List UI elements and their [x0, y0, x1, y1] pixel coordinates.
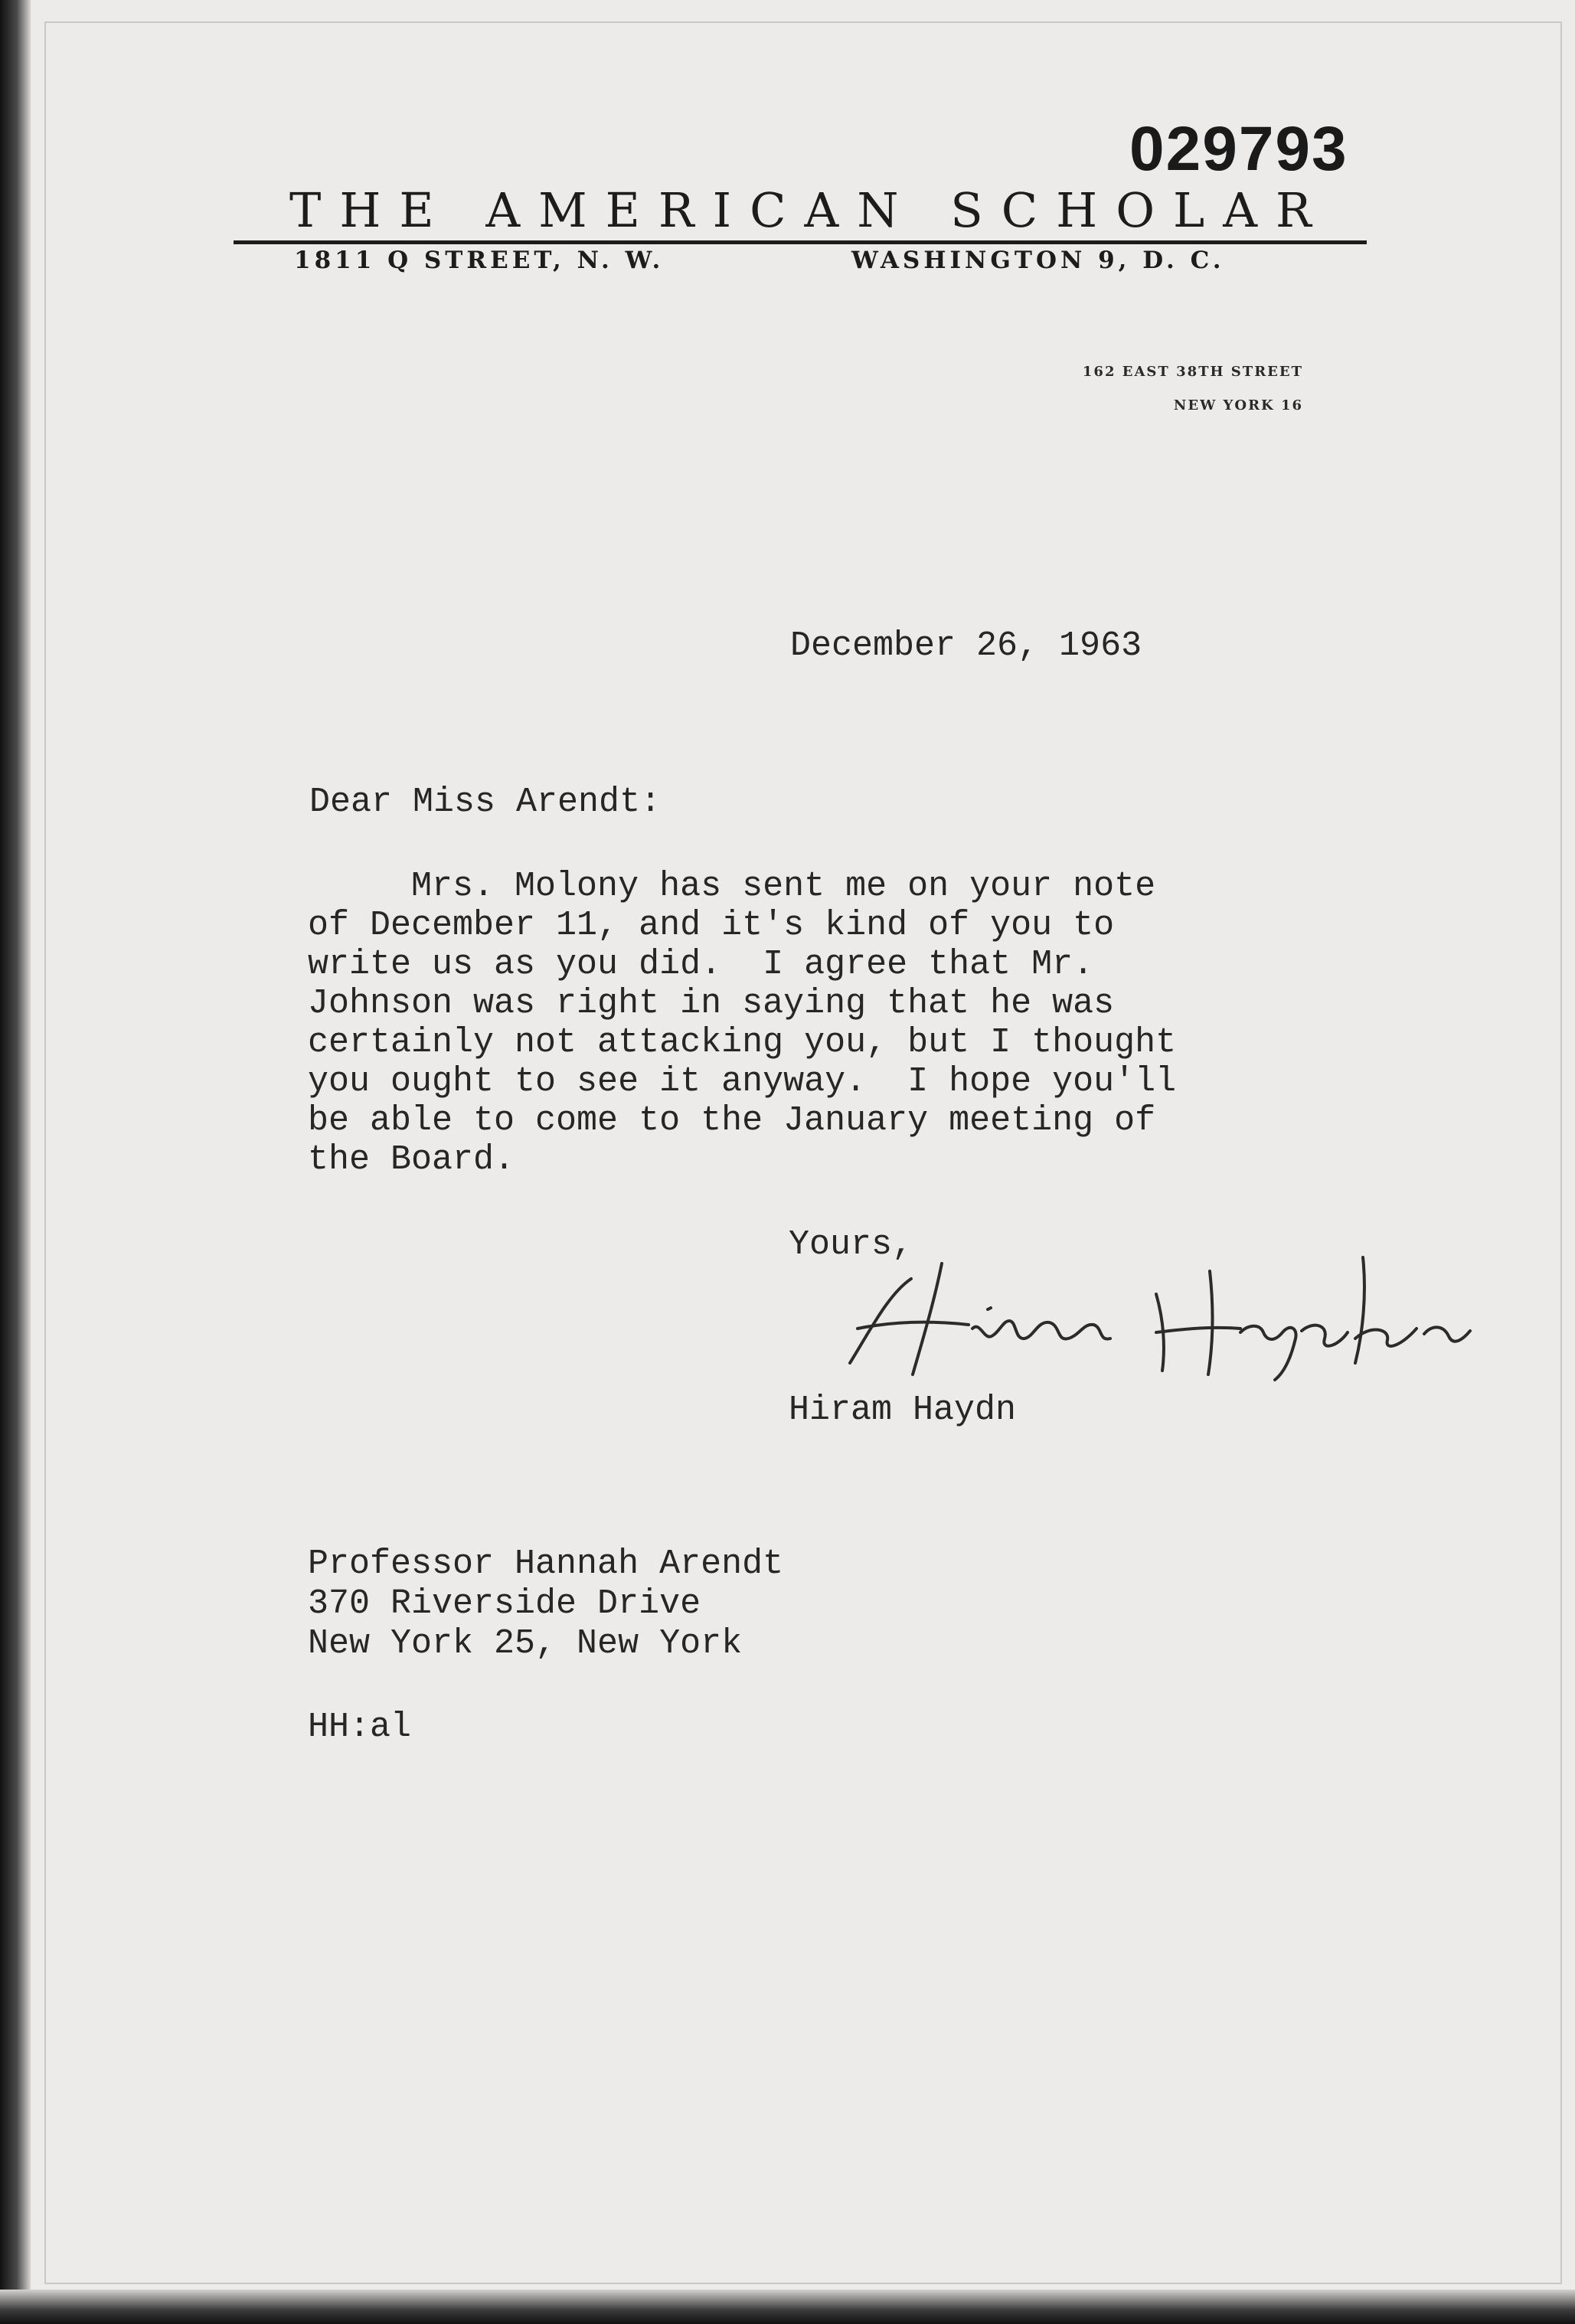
ny-office-street: 162 EAST 38TH STREET	[1082, 364, 1303, 380]
body-line: Mrs. Molony has sent me on your note	[308, 867, 1156, 906]
ny-office-city: NEW YORK 16	[1173, 397, 1303, 413]
letterhead-city: WASHINGTON 9, D. C.	[851, 247, 1225, 274]
letter-date: December 26, 1963	[790, 626, 1142, 665]
body-line: write us as you did. I agree that Mr.	[308, 945, 1094, 984]
closing: Yours,	[789, 1225, 913, 1264]
body-line: the Board.	[308, 1140, 515, 1179]
letterhead-rule	[234, 240, 1367, 244]
body-line: Johnson was right in saying that he was	[308, 984, 1115, 1023]
scan-edge-shadow	[0, 0, 31, 2324]
document-number: 029793	[1129, 114, 1348, 184]
typist-initials: HH:al	[308, 1708, 412, 1747]
letterhead-title: THE AMERICAN SCHOLAR	[289, 182, 1330, 238]
body-line: certainly not attacking you, but I thought	[308, 1023, 1177, 1062]
salutation: Dear Miss Arendt:	[309, 783, 662, 822]
letterhead-address: 1811 Q STREET, N. W.	[294, 247, 665, 274]
recipient-city: New York 25, New York	[308, 1624, 743, 1663]
scan-bottom-shadow	[0, 2290, 1575, 2324]
new-york-office-address	[1083, 355, 1303, 423]
recipient-address	[308, 1544, 783, 1664]
recipient-street: 370 Riverside Drive	[308, 1584, 701, 1623]
signer-name: Hiram Haydn	[789, 1391, 1017, 1430]
body-line: of December 11, and it's kind of you to	[308, 906, 1115, 945]
letter-body	[308, 867, 1176, 1179]
body-line: you ought to see it anyway. I hope you'll	[308, 1062, 1177, 1101]
body-line: be able to come to the January meeting of	[308, 1101, 1156, 1140]
recipient-name: Professor Hannah Arendt	[308, 1544, 784, 1584]
handwritten-signature	[827, 1248, 1478, 1386]
